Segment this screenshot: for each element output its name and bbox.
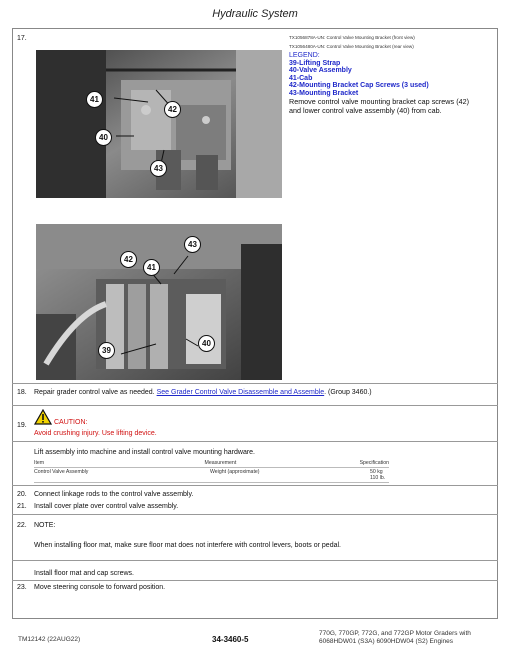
step-23-text: Move steering console to forward position. [34, 584, 166, 591]
step-19-number: 19. [17, 422, 27, 429]
table-header-measurement: Measurement [204, 460, 237, 466]
legend-item: 43-Mounting Bracket [289, 89, 359, 97]
divider [12, 441, 498, 442]
note-text: When installing floor mat, make sure floor mat does not interfere with control levers, boots or pedal. [34, 542, 341, 549]
legend-title: LEGEND: [289, 52, 320, 59]
footer-model-line-1: 770G, 770GP, 772G, and 772GP Motor Graders with [319, 630, 471, 637]
spec-kg: 50 kg [370, 469, 383, 475]
legend-item: 42-Mounting Bracket Cap Screws (3 used) [289, 82, 429, 90]
table-header-item: Item [34, 460, 45, 466]
step-18-text [34, 388, 494, 397]
caution-text: Avoid crushing injury. Use lifting device. [34, 430, 157, 437]
divider [12, 383, 498, 384]
figure-caption-rear: TX1056480A-UN: Control Valve Mounting Bracket (rear view) [289, 44, 414, 49]
table-header-specification: Specification [359, 460, 389, 466]
step-22-number: 22. [17, 522, 27, 529]
footer-page-number: 34-3460-5 [212, 635, 249, 644]
divider [12, 580, 498, 581]
callout-43-rear: 43 [184, 236, 201, 253]
step-20-number: 20. [17, 491, 27, 498]
legend-item: 39-Lifting Strap [289, 59, 341, 67]
step-19-instruction: Lift assembly into machine and install control valve mounting hardware. [34, 449, 256, 456]
callout-40-front: 40 [95, 129, 112, 146]
legend-item: 40-Valve Assembly [289, 67, 352, 75]
callout-43-front: 43 [150, 160, 167, 177]
step-21-number: 21. [17, 503, 27, 510]
legend [289, 52, 489, 98]
footer-model-line-2: 6068HDW01 (S3A) 6090HDW04 (S2) Engines [319, 638, 454, 645]
callout-41-rear: 41 [143, 259, 160, 276]
step-18-text-before: Repair grader control valve as needed. [34, 389, 155, 396]
step-21-text: Install cover plate over control valve assembly. [34, 503, 179, 510]
table-header-row [34, 460, 389, 466]
footer-document-id: TM12142 (22AUG22) [18, 636, 81, 643]
warning-triangle-icon [34, 409, 52, 425]
step-20-text: Connect linkage rods to the control valve assembly. [34, 491, 194, 498]
table-cell-measurement: Weight (approximate) [210, 469, 260, 475]
page-header-title: Hydraulic System [212, 8, 298, 20]
step-23-number: 23. [17, 584, 27, 591]
caution-label: CAUTION: [54, 419, 88, 426]
table-cell-item: Control Valve Assembly [34, 469, 89, 475]
legend-item: 41-Cab [289, 74, 313, 82]
specification-table [34, 460, 389, 483]
figure-caption-front: TX1056878A-UN: Control Valve Mounting Bracket (front view) [289, 35, 415, 40]
footer-model-info [319, 630, 504, 646]
step-18-number: 18. [17, 389, 27, 396]
table-cell-specification [370, 469, 385, 481]
grader-control-valve-link[interactable]: See Grader Control Valve Disassemble and Assemble [156, 389, 325, 396]
callout-42-front: 42 [164, 101, 181, 118]
divider [12, 485, 498, 486]
divider [12, 405, 498, 406]
callout-42-rear: 42 [120, 251, 137, 268]
step-17-number: 17. [17, 35, 27, 42]
step-17-description: Remove control valve mounting bracket cap screws (42) and lower control valve assembly (40) from cab. [289, 97, 469, 115]
callout-39-rear: 39 [98, 342, 115, 359]
spec-lb: 110 lb. [370, 475, 386, 481]
step-22-text: Install floor mat and cap screws. [34, 570, 134, 577]
note-label: NOTE: [34, 522, 56, 529]
callout-40-rear: 40 [198, 335, 215, 352]
photo-front-view [36, 50, 282, 198]
table-row [34, 469, 389, 481]
step-18-text-after: . (Group 3460.) [324, 389, 372, 396]
photo-rear-view [36, 224, 282, 380]
callout-41-front: 41 [86, 91, 103, 108]
divider [12, 514, 498, 515]
divider [12, 560, 498, 561]
photo-rear-view-image [36, 224, 282, 380]
